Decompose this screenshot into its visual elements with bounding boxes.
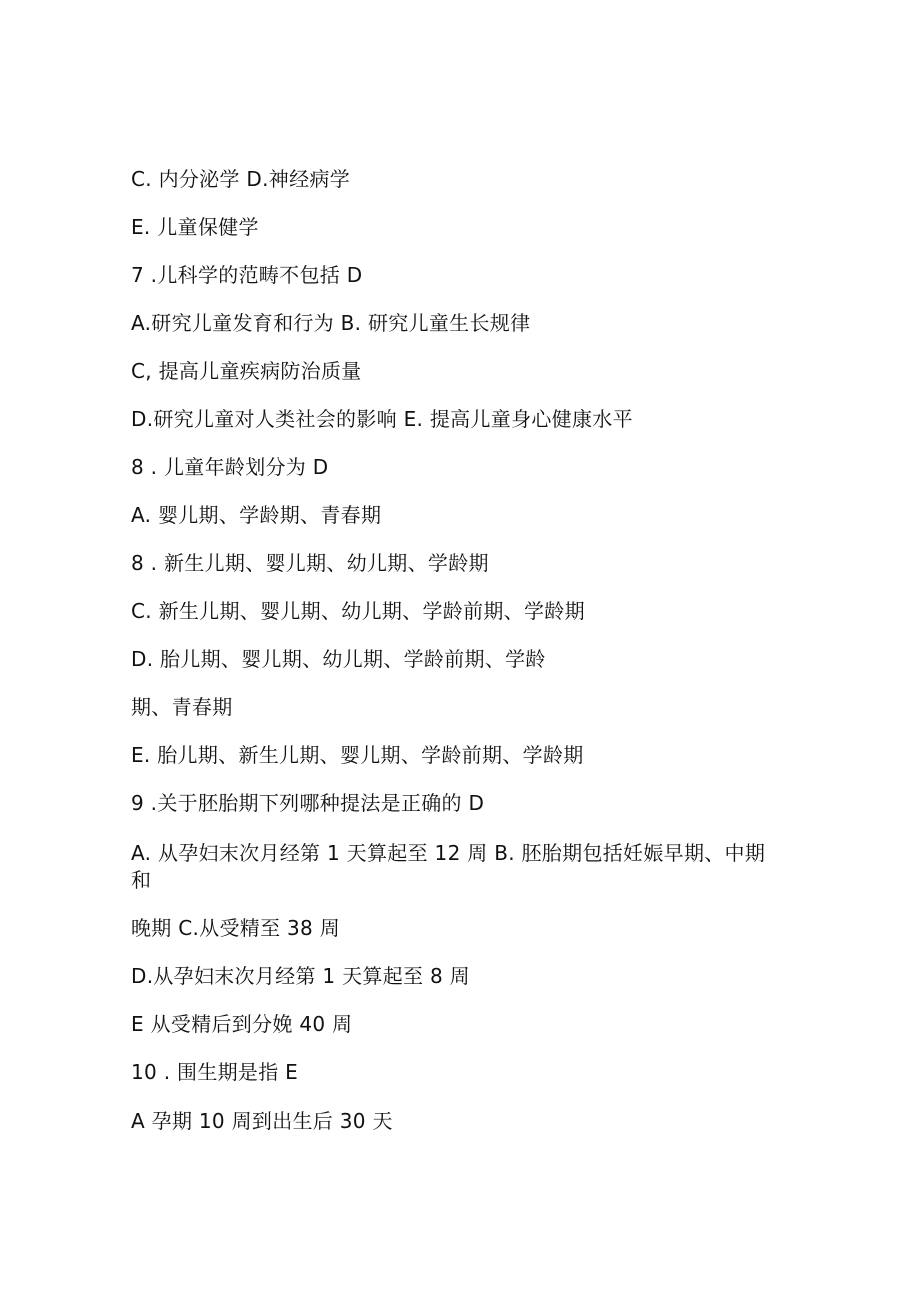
question-9: 9 .关于胚胎期下列哪种提法是正确的 D [131,791,485,815]
text-line: 晚期 C.从受精至 38 周 [131,916,341,940]
text-line: D. 胎儿期、婴儿期、幼儿期、学龄前期、学龄 [131,647,546,671]
text-line: 期、青春期 [131,695,233,719]
text-line: C, 提高儿童疾病防治质量 [131,359,362,383]
question-10: 10 . 围生期是指 E [131,1060,299,1084]
text-line: E. 胎儿期、新生儿期、婴儿期、学龄前期、学龄期 [131,743,584,767]
text-line: D.从孕妇末次月经第 1 天算起至 8 周 [131,964,470,988]
text-line: A.研究儿童发育和行为 B. 研究儿童生长规律 [131,311,531,335]
text-line: A 孕期 10 周到出生后 30 天 [131,1109,393,1133]
question-7: 7 .儿科学的范畴不包括 D [131,263,363,287]
text-line: A. 婴儿期、学龄期、青春期 [131,503,382,527]
text-line: 8 . 新生儿期、婴儿期、幼儿期、学龄期 [131,551,489,575]
text-line: 和 [131,868,152,892]
text-line: E. 儿童保健学 [131,215,259,239]
text-line: D.研究儿童对人类社会的影响 E. 提高儿童身心健康水平 [131,407,633,431]
text-line: C. 内分泌学 D.神经病学 [131,167,350,191]
question-8: 8 . 儿童年龄划分为 D [131,455,329,479]
text-line: C. 新生儿期、婴儿期、幼儿期、学龄前期、学龄期 [131,599,585,623]
text-line: E 从受精后到分娩 40 周 [131,1012,353,1036]
text-line: A. 从孕妇末次月经第 1 天算起至 12 周 B. 胚胎期包括妊娠早期、中期 [131,841,766,865]
